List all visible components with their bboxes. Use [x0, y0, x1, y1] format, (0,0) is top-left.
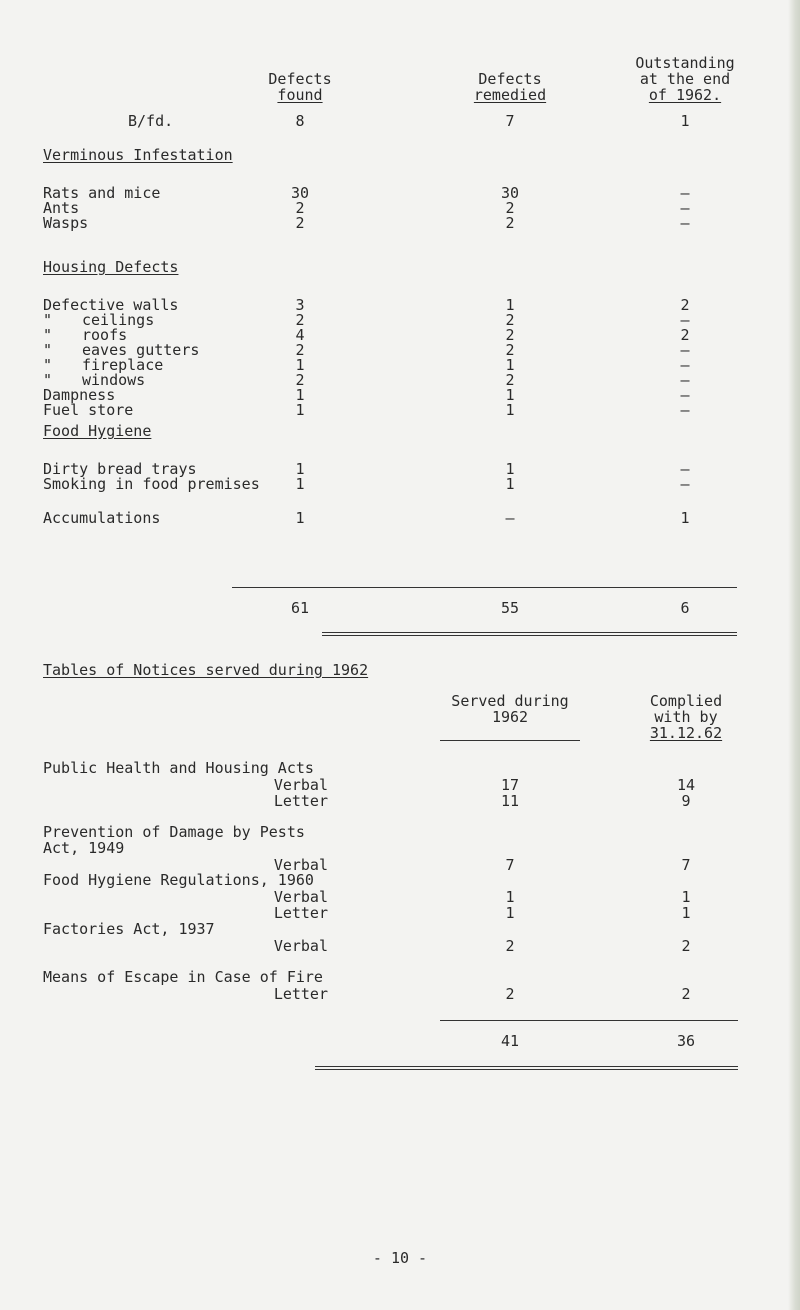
row-label: fireplace — [82, 356, 164, 374]
complied-value: 1 — [681, 904, 691, 922]
complied-value: 7 — [681, 856, 691, 874]
row-label: Dampness — [43, 386, 116, 404]
row-value: 30 — [290, 184, 310, 202]
row-label: Rats and mice — [43, 184, 161, 202]
row-value: – — [680, 184, 690, 202]
section-heading: Verminous Infestation — [43, 146, 233, 164]
row-value: 1 — [505, 401, 515, 419]
row-value: 2 — [295, 371, 305, 389]
row-value: 4 — [295, 326, 305, 344]
row-value: – — [680, 386, 690, 404]
ditto-mark: " — [43, 356, 53, 374]
row-value: 2 — [295, 199, 305, 217]
notice-type: Verbal — [273, 856, 328, 874]
brought-forward-label: B/fd. — [128, 112, 174, 130]
column-header-line: found — [277, 86, 323, 104]
row-label: Defective walls — [43, 296, 179, 314]
column-header-line: with by — [654, 708, 718, 726]
row-value: – — [680, 214, 690, 232]
row-value: – — [680, 401, 690, 419]
row-label: Smoking in food premises — [43, 475, 260, 493]
section-heading: Food Hygiene — [43, 422, 152, 440]
column-header-line: Outstanding — [635, 54, 735, 72]
row-value: 1 — [680, 509, 690, 527]
served-value: 17 — [500, 776, 520, 794]
row-value: 2 — [505, 199, 515, 217]
row-label: roofs — [82, 326, 128, 344]
row-value: 1 — [295, 475, 305, 493]
row-value: 2 — [505, 311, 515, 329]
row-value: 1 — [505, 460, 515, 478]
row-value: – — [680, 341, 690, 359]
row-value: 1 — [505, 296, 515, 314]
ditto-mark: " — [43, 311, 53, 329]
ditto-mark: " — [43, 326, 53, 344]
row-value: 1 — [295, 460, 305, 478]
notice-group-title: Factories Act, 1937 — [43, 920, 215, 938]
notice-group-title: Food Hygiene Regulations, 1960 — [43, 871, 314, 889]
row-value: – — [680, 460, 690, 478]
row-value: 2 — [505, 326, 515, 344]
row-value: 1 — [505, 386, 515, 404]
totals-double-rule — [315, 1066, 738, 1070]
served-header-rule — [440, 740, 580, 741]
column-header-line: Complied — [649, 692, 723, 710]
ditto-mark: " — [43, 371, 53, 389]
notice-group-title: Means of Escape in Case of Fire — [43, 968, 323, 986]
column-header-line: remedied — [473, 86, 547, 104]
complied-value: 2 — [681, 937, 691, 955]
column-header-line: 31.12.62 — [649, 724, 723, 742]
totals-rule — [440, 1020, 738, 1021]
row-value: – — [680, 199, 690, 217]
complied-value: 14 — [676, 776, 696, 794]
section-heading: Housing Defects — [43, 258, 179, 276]
column-header-line: Served during — [451, 692, 569, 710]
column-header-line: at the end — [639, 70, 731, 88]
notice-type: Letter — [273, 985, 328, 1003]
row-value: 2 — [295, 311, 305, 329]
served-value: 11 — [500, 792, 520, 810]
served-value: 1 — [505, 904, 515, 922]
notice-group-title: Public Health and Housing Acts — [43, 759, 314, 777]
row-label: Fuel store — [43, 401, 134, 419]
notice-type: Verbal — [273, 888, 328, 906]
complied-value: 1 — [681, 888, 691, 906]
row-label: eaves gutters — [82, 341, 200, 359]
served-value: 7 — [505, 856, 515, 874]
notice-type: Verbal — [273, 776, 328, 794]
notice-type: Letter — [273, 904, 328, 922]
total-value: 55 — [500, 599, 520, 617]
row-value: 2 — [295, 341, 305, 359]
row-value: 2 — [505, 214, 515, 232]
page-edge-shadow — [788, 0, 800, 1310]
totals-double-rule — [322, 632, 737, 636]
row-value: 1 — [295, 356, 305, 374]
table-title: Tables of Notices served during 1962 — [43, 661, 369, 679]
row-value: 2 — [505, 371, 515, 389]
complied-value: 9 — [681, 792, 691, 810]
row-value: 2 — [505, 341, 515, 359]
row-label: Wasps — [43, 214, 89, 232]
row-value: 1 — [295, 386, 305, 404]
row-value: 2 — [680, 326, 690, 344]
brought-forward-value: 7 — [505, 112, 515, 130]
served-value: 2 — [505, 937, 515, 955]
notice-type: Letter — [273, 792, 328, 810]
row-value: 1 — [295, 509, 305, 527]
total-value: 36 — [676, 1032, 696, 1050]
row-value: 30 — [500, 184, 520, 202]
complied-value: 2 — [681, 985, 691, 1003]
notice-group-title: Prevention of Damage by Pests — [43, 823, 305, 841]
notice-group-title: Act, 1949 — [43, 839, 125, 857]
column-header-line: 1962 — [491, 708, 529, 726]
row-value: – — [680, 311, 690, 329]
row-value: 1 — [505, 356, 515, 374]
brought-forward-value: 1 — [680, 112, 690, 130]
total-value: 41 — [500, 1032, 520, 1050]
row-value: – — [505, 509, 515, 527]
brought-forward-value: 8 — [295, 112, 305, 130]
row-value: – — [680, 356, 690, 374]
column-header-line: Defects — [268, 70, 332, 88]
ditto-mark: " — [43, 341, 53, 359]
row-value: 1 — [505, 475, 515, 493]
row-label: ceilings — [82, 311, 155, 329]
row-label: Accumulations — [43, 509, 161, 527]
totals-rule — [232, 587, 737, 588]
row-value: 2 — [295, 214, 305, 232]
column-header-line: Defects — [478, 70, 542, 88]
page-number: - 10 - — [372, 1249, 428, 1267]
row-value: 3 — [295, 296, 305, 314]
row-value: – — [680, 475, 690, 493]
total-value: 61 — [290, 599, 310, 617]
column-header-line: of 1962. — [648, 86, 722, 104]
notice-type: Verbal — [273, 937, 328, 955]
served-value: 1 — [505, 888, 515, 906]
row-label: windows — [82, 371, 146, 389]
row-value: 2 — [680, 296, 690, 314]
total-value: 6 — [680, 599, 690, 617]
row-value: – — [680, 371, 690, 389]
row-value: 1 — [295, 401, 305, 419]
row-label: Dirty bread trays — [43, 460, 197, 478]
served-value: 2 — [505, 985, 515, 1003]
row-label: Ants — [43, 199, 80, 217]
